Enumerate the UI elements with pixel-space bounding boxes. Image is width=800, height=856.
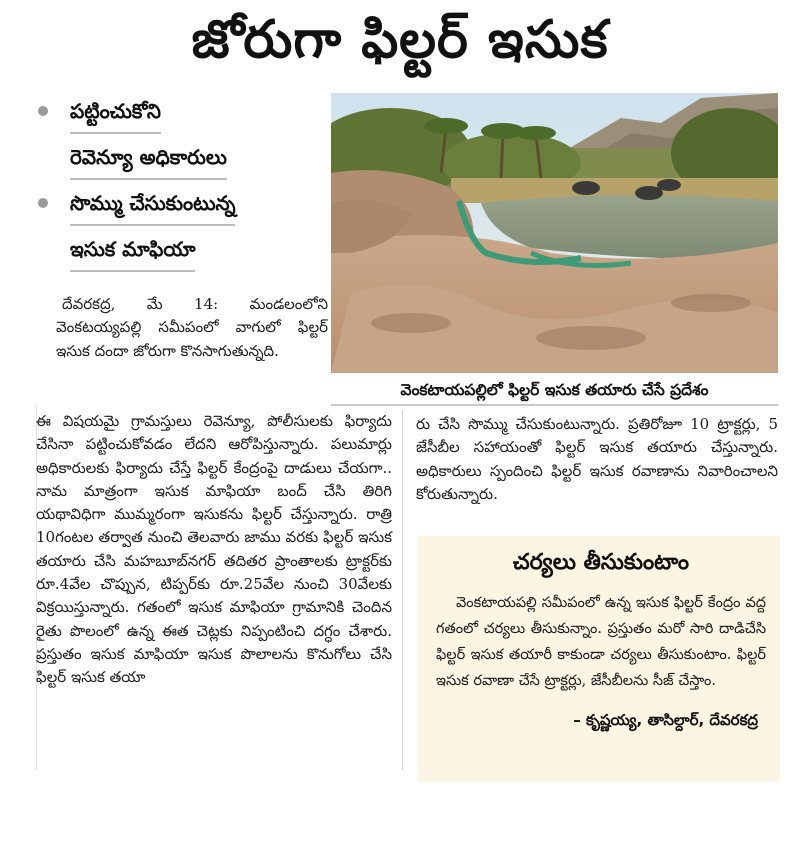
bullet-1-line-2: రెవెన్యూ అధికారులు xyxy=(70,138,227,180)
quote-box-body: వెంకటాయపల్లి సమీపంలో ఉన్న ఇసుక ఫిల్టర్ కేంద్రం వద్ద గతంలో చర్యలు తీసుకున్నాం. ప్రస్తుతం మరో సారి దాడిచేసి ఫిల్టర్ ఇసుక తయారీ కాకుండా చర్యలు తీసుకుంటాం. ఫిల్టర్ ఇసుక రవాణా చేసే ట్రాక్టర్లు, జేసీబీలను సీజ్ చేస్తాం. xyxy=(436,595,766,689)
bullet-dot-icon xyxy=(38,106,48,116)
bullet-item-1 xyxy=(30,92,330,184)
news-photo xyxy=(331,93,778,373)
bullet-2-line-1: సొమ్ము చేసుకుంటున్న xyxy=(70,184,235,226)
bullet-2-line-2: ఇసుక మాఫియా xyxy=(70,230,195,272)
body-paragraph-2: రు చేసి సొమ్ము చేసుకుంటున్నారు. ప్రతిరోజూ 10 ట్రాక్టర్లు, 5 జేసీబీల సహాయంతో ఫిల్టర్ ఇసుక తయారు చేస్తున్నారు. అధికారులు స్పందించి ఫిల్టర్ ఇసుక రవాణాను నివారించాలని కోరుతున్నారు. xyxy=(416,415,778,503)
official-quote-box xyxy=(418,536,780,782)
quote-attribution: – కృష్ణయ్య, తాసిల్దార్, దేవరకద్ర xyxy=(573,711,758,729)
article-headline: జోరుగా ఫిల్టర్ ఇసుక xyxy=(191,10,609,70)
bullet-dot-icon xyxy=(38,198,48,208)
quote-box-title: చర్యలు తీసుకుంటాం xyxy=(512,550,690,575)
body-column-2 xyxy=(416,413,778,506)
body-paragraph-1: ఈ విషయమై గ్రామస్తులు రెవెన్యూ, పోలీసులకు ఫిర్యాదు చేసినా పట్టించుకోవడం లేదని ఆరోపిస్తున్నారు. పలుమార్లు అధికారులకు ఫిర్యాదు చేస్తే ఫిల్టర్ కేంద్రంపై దాడులు చేయగా.. నామ మాత్రంగా ఇసుక మాఫియా బంద్ చేసి తిరిగి యథావిధిగా ముమ్మరంగా ఇసుకను ఫిల్టర్ చేస్తున్నారు. రాత్రి 10గంటల తర్వాత నుంచి తెలవారు జాము వరకు ఫిల్టర్ ఇసుక తయారు చేసి మహబూబ్‌నగర్ తదితర ప్రాంతాలకు ట్రాక్టర్‌కు రూ.4వేల చొప్పున, టిప్పర్‌కు రూ.25వేల నుంచి 30వేలకు విక్రయిస్తున్నారు. గతంలో ఇసుక మాఫియా గ్రామానికి చెందిన రైతు పొలంలో ఉన్న ఈత చెట్లకు నిప్పంటించి దగ్ధం చేశారు. ప్రస్తుతం ఇసుక మాఫియా ఇసుక పొలాలను కొనుగోలు చేసి ఫిల్టర్ ఇసుక తయా xyxy=(36,412,392,687)
bullet-item-2 xyxy=(30,184,330,276)
bullet-1-line-1: పట్టించుకోని xyxy=(70,92,161,134)
column-divider xyxy=(402,410,403,770)
dateline-paragraph: దేవరకద్ర, మే 14: మండలంలోని వెంకటయ్యపల్లి సమీపంలో వాగులో ఫిల్టర్ ఇసుక దందా జోరుగా కొనసాగుతున్నది. xyxy=(56,295,328,360)
bullet-points xyxy=(30,92,330,276)
photo-caption: వెంకటాయపల్లిలో ఫిల్టర్ ఇసుక తయారు చేసే ప్రదేశం xyxy=(331,374,778,406)
body-column-1 xyxy=(36,410,392,690)
body-column-1-top xyxy=(56,293,328,363)
